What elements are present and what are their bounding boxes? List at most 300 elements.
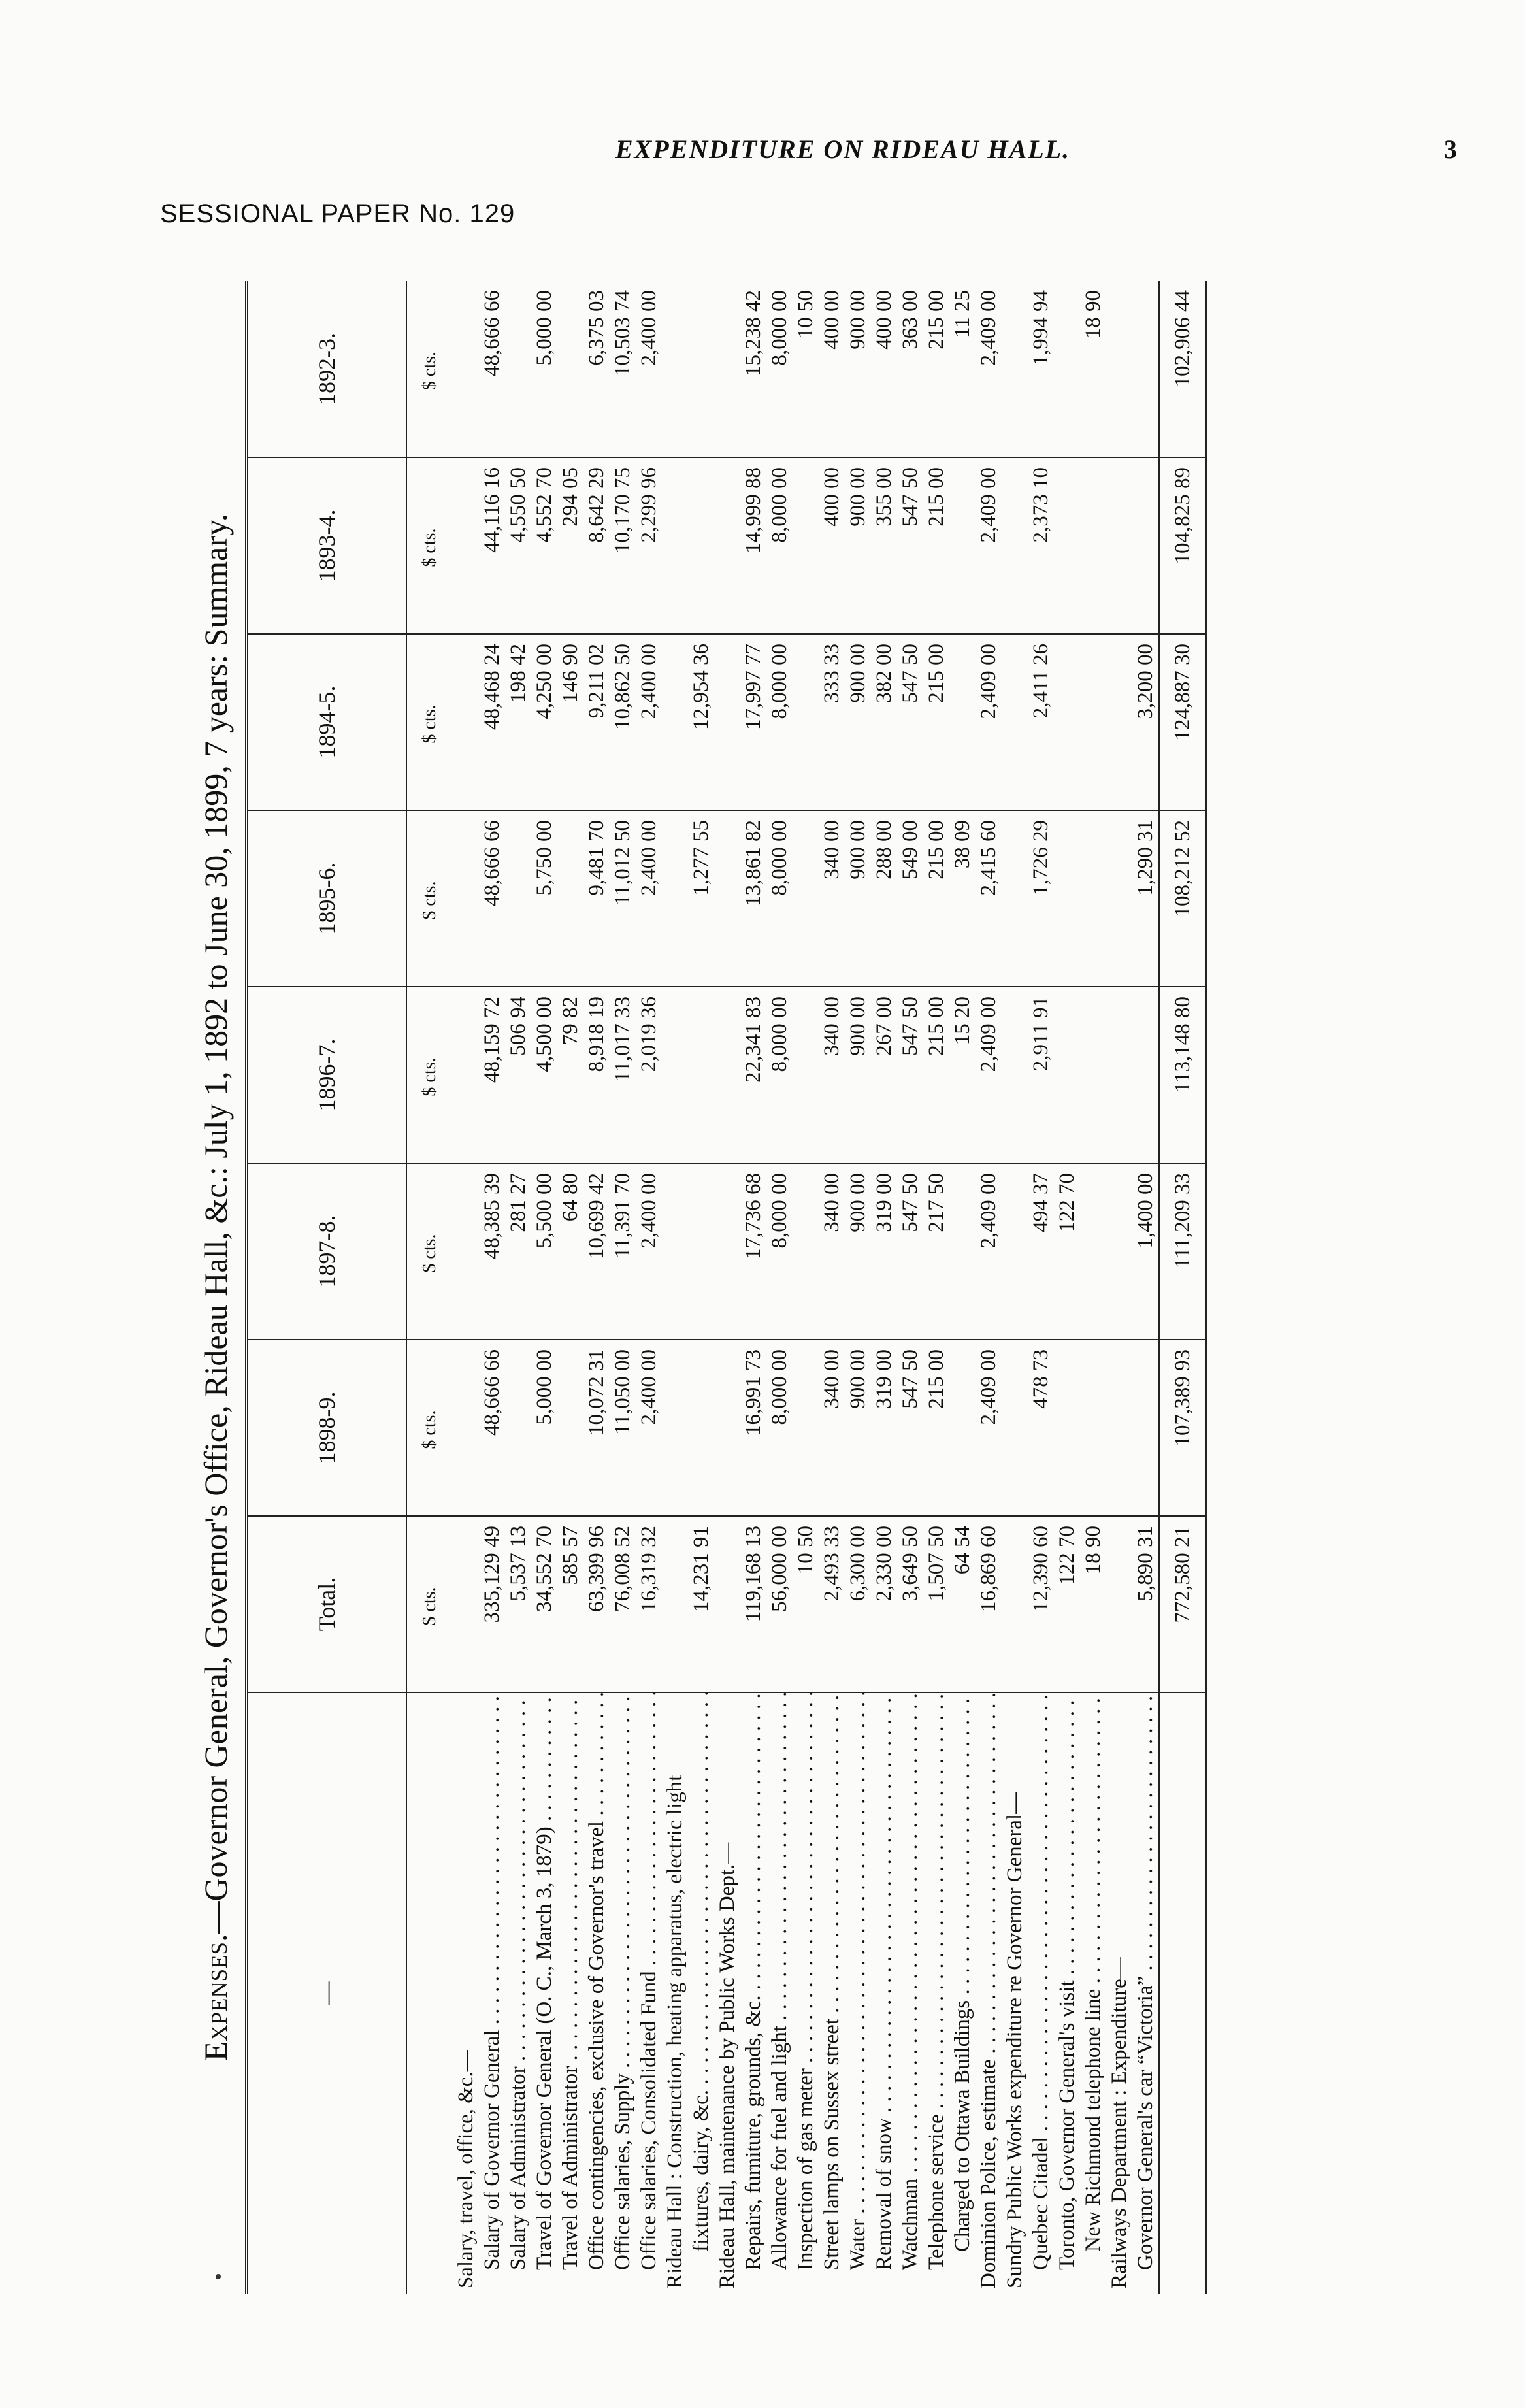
value-cell: 4,550 50: [505, 457, 531, 634]
value-cell: [557, 281, 583, 457]
value-cell: 8,642 29: [583, 457, 610, 634]
value-cell: [1002, 810, 1028, 987]
page-number: 3: [1444, 135, 1457, 164]
value-cell: 281 27: [505, 1163, 531, 1340]
value-cell: [1054, 987, 1080, 1163]
header-1895-6: 1895-6.: [246, 810, 406, 987]
units-cell: $ cts.: [406, 1340, 453, 1516]
value-cell: 900 00: [845, 1340, 871, 1516]
header-row: [246, 281, 406, 2294]
value-cell: 6,300 00: [845, 1516, 871, 1692]
row-label: Governor General's car “Victoria” . . .: [1132, 1692, 1159, 2294]
row-label: Salary of Administrator . . .: [505, 1692, 531, 2294]
value-cell: 1,726 29: [1028, 810, 1054, 987]
value-cell: 1,400 00: [1132, 1163, 1159, 1340]
total-cell: 102,906 44: [1159, 281, 1207, 457]
value-cell: 335,129 49: [479, 1516, 505, 1692]
value-cell: 12,390 60: [1028, 1516, 1054, 1692]
value-cell: 9,211 02: [583, 634, 610, 810]
value-cell: 2,019 36: [636, 987, 662, 1163]
value-cell: 2,299 96: [636, 457, 662, 634]
value-cell: 11,017 33: [610, 987, 636, 1163]
value-cell: 400 00: [819, 457, 845, 634]
value-cell: 506 94: [505, 987, 531, 1163]
value-cell: [793, 634, 819, 810]
row-label: Street lamps on Sussex street . . .: [819, 1692, 845, 2294]
value-cell: 1,994 94: [1028, 281, 1054, 457]
value-cell: 15 20: [949, 987, 976, 1163]
table-row: [1028, 281, 1054, 2294]
value-cell: [1080, 1340, 1106, 1516]
value-cell: [1132, 281, 1159, 457]
table-row: [714, 281, 740, 2294]
value-cell: 2,400 00: [636, 634, 662, 810]
value-cell: [714, 1516, 740, 1692]
value-cell: [662, 1163, 688, 1340]
value-cell: 56,000 00: [766, 1516, 793, 1692]
units-cell: $ cts.: [406, 987, 453, 1163]
value-cell: 8,000 00: [766, 634, 793, 810]
total-cell: 124,887 30: [1159, 634, 1207, 810]
value-cell: [688, 1163, 714, 1340]
value-cell: [1002, 634, 1028, 810]
value-cell: 2,409 00: [976, 634, 1002, 810]
value-cell: [714, 634, 740, 810]
row-label: fixtures, dairy, &c. . . .: [688, 1692, 714, 2294]
total-cell: 104,825 89: [1159, 457, 1207, 634]
value-cell: [1132, 457, 1159, 634]
sessional-paper-label: SESSIONAL PAPER No. 129: [160, 199, 516, 228]
value-cell: [662, 634, 688, 810]
value-cell: [1054, 457, 1080, 634]
row-label: Allowance for fuel and light . . .: [766, 1692, 793, 2294]
value-cell: 294 05: [557, 457, 583, 634]
row-label: Repairs, furniture, grounds, &c. . . .: [740, 1692, 766, 2294]
value-cell: 2,330 00: [871, 1516, 897, 1692]
running-title: EXPENDITURE ON RIDEAU HALL.: [615, 135, 1071, 164]
value-cell: 3,200 00: [1132, 634, 1159, 810]
row-label: Office contingencies, exclusive of Governor's travel . . .: [583, 1692, 610, 2294]
table-row: [871, 281, 897, 2294]
value-cell: 2,409 00: [976, 987, 1002, 1163]
units-cell: $ cts.: [406, 457, 453, 634]
value-cell: [949, 634, 976, 810]
value-cell: 16,991 73: [740, 1340, 766, 1516]
header-1898-9: 1898-9.: [246, 1340, 406, 1516]
table-row: [662, 281, 688, 2294]
table-row: [688, 281, 714, 2294]
value-cell: 900 00: [845, 987, 871, 1163]
value-cell: 215 00: [923, 810, 949, 987]
value-cell: 18 90: [1080, 281, 1106, 457]
value-cell: [662, 987, 688, 1163]
table-row: [793, 281, 819, 2294]
table-title-lead: Expenses.: [197, 1934, 234, 2062]
value-cell: 10 50: [793, 1516, 819, 1692]
value-cell: [1106, 634, 1132, 810]
header-1892-3: 1892-3.: [246, 281, 406, 457]
value-cell: 215 00: [923, 987, 949, 1163]
value-cell: 2,493 33: [819, 1516, 845, 1692]
value-cell: 79 82: [557, 987, 583, 1163]
value-cell: 400 00: [871, 281, 897, 457]
table-row: [1080, 281, 1106, 2294]
value-cell: 547 50: [897, 457, 923, 634]
table-row: [1054, 281, 1080, 2294]
value-cell: [688, 281, 714, 457]
value-cell: [505, 810, 531, 987]
value-cell: 198 42: [505, 634, 531, 810]
row-label: Rideau Hall, maintenance by Public Works Dept.—: [715, 1842, 739, 2288]
value-cell: [1002, 1163, 1028, 1340]
header-1893-4: 1893-4.: [246, 457, 406, 634]
row-label: Water . . .: [845, 1692, 871, 2294]
value-cell: [714, 1340, 740, 1516]
value-cell: 8,000 00: [766, 281, 793, 457]
value-cell: [1132, 1340, 1159, 1516]
value-cell: [1106, 1163, 1132, 1340]
row-label: Removal of snow . . .: [871, 1692, 897, 2294]
value-cell: [1054, 281, 1080, 457]
value-cell: [453, 1516, 479, 1692]
value-cell: [688, 1340, 714, 1516]
value-cell: 340 00: [819, 987, 845, 1163]
value-cell: 48,666 66: [479, 281, 505, 457]
value-cell: 547 50: [897, 1340, 923, 1516]
value-cell: [714, 281, 740, 457]
value-cell: 2,409 00: [976, 457, 1002, 634]
value-cell: 10 50: [793, 281, 819, 457]
value-cell: 900 00: [845, 281, 871, 457]
value-cell: 340 00: [819, 1340, 845, 1516]
value-cell: 900 00: [845, 1163, 871, 1340]
units-row: [406, 281, 453, 2294]
value-cell: [714, 810, 740, 987]
units-cell: $ cts.: [406, 634, 453, 810]
header-1897-8: 1897-8.: [246, 1163, 406, 1340]
value-cell: 11,012 50: [610, 810, 636, 987]
value-cell: 1,290 31: [1132, 810, 1159, 987]
value-cell: 400 00: [819, 281, 845, 457]
value-cell: 8,000 00: [766, 987, 793, 1163]
header-total: Total.: [246, 1516, 406, 1692]
value-cell: 11,050 00: [610, 1340, 636, 1516]
units-cell: $ cts.: [406, 1163, 453, 1340]
total-cell: 113,148 80: [1159, 987, 1207, 1163]
units-blank: [406, 1692, 453, 2294]
value-cell: 5,750 00: [531, 810, 557, 987]
table-title: [186, 281, 245, 2294]
value-cell: 5,537 13: [505, 1516, 531, 1692]
value-cell: 22,341 83: [740, 987, 766, 1163]
value-cell: 34,552 70: [531, 1516, 557, 1692]
value-cell: 549 00: [897, 810, 923, 987]
value-cell: [714, 1163, 740, 1340]
table-row: [610, 281, 636, 2294]
value-cell: [1106, 457, 1132, 634]
value-cell: 63,399 96: [583, 1516, 610, 1692]
table-row: [897, 281, 923, 2294]
value-cell: [662, 1516, 688, 1692]
value-cell: [453, 987, 479, 1163]
value-cell: 16,319 32: [636, 1516, 662, 1692]
value-cell: 1,507 50: [923, 1516, 949, 1692]
value-cell: 217 50: [923, 1163, 949, 1340]
value-cell: 900 00: [845, 457, 871, 634]
value-cell: 48,666 66: [479, 1340, 505, 1516]
value-cell: 17,736 68: [740, 1163, 766, 1340]
value-cell: 215 00: [923, 634, 949, 810]
totals-row: [1159, 281, 1207, 2294]
table-row: [479, 281, 505, 2294]
value-cell: 9,481 70: [583, 810, 610, 987]
value-cell: [1002, 987, 1028, 1163]
value-cell: 38 09: [949, 810, 976, 987]
value-cell: [453, 1163, 479, 1340]
value-cell: 10,503 74: [610, 281, 636, 457]
value-cell: 119,168 13: [740, 1516, 766, 1692]
value-cell: 15,238 42: [740, 281, 766, 457]
row-label: Watchman . . .: [897, 1692, 923, 2294]
value-cell: 547 50: [897, 1163, 923, 1340]
table-body: [406, 281, 1159, 2294]
row-label: Charged to Ottawa Buildings . . .: [949, 1692, 976, 2294]
value-cell: 44,116 16: [479, 457, 505, 634]
value-cell: [688, 987, 714, 1163]
value-cell: 2,409 00: [976, 1340, 1002, 1516]
value-cell: 16,869 60: [976, 1516, 1002, 1692]
value-cell: 355 00: [871, 457, 897, 634]
table-row: [949, 281, 976, 2294]
value-cell: 10,072 31: [583, 1340, 610, 1516]
expenditure-table: [245, 281, 1207, 2294]
value-cell: 64 80: [557, 1163, 583, 1340]
header-1896-7: 1896-7.: [246, 987, 406, 1163]
value-cell: [714, 457, 740, 634]
value-cell: [453, 281, 479, 457]
value-cell: 48,385 39: [479, 1163, 505, 1340]
value-cell: [1002, 1516, 1028, 1692]
value-cell: 585 57: [557, 1516, 583, 1692]
value-cell: 6,375 03: [583, 281, 610, 457]
units-cell: $ cts.: [406, 281, 453, 457]
value-cell: 319 00: [871, 1163, 897, 1340]
table-row: [1002, 281, 1028, 2294]
value-cell: 8,000 00: [766, 457, 793, 634]
value-cell: 4,552 70: [531, 457, 557, 634]
value-cell: 11 25: [949, 281, 976, 457]
value-cell: [1106, 1516, 1132, 1692]
table-row: [819, 281, 845, 2294]
value-cell: 2,400 00: [636, 1340, 662, 1516]
row-label: Office salaries, Consolidated Fund . . .: [636, 1692, 662, 2294]
value-cell: [949, 457, 976, 634]
value-cell: [793, 810, 819, 987]
value-cell: [1106, 810, 1132, 987]
value-cell: 215 00: [923, 281, 949, 457]
row-label: Travel of Governor General (O. C., March 3, 1879) . . .: [531, 1692, 557, 2294]
value-cell: 13,861 82: [740, 810, 766, 987]
table-row: [845, 281, 871, 2294]
row-label: Office salaries, Supply . . .: [610, 1692, 636, 2294]
row-label: Salary, travel, office, &c.—: [454, 2050, 478, 2288]
value-cell: [793, 987, 819, 1163]
value-cell: [1080, 810, 1106, 987]
value-cell: 319 00: [871, 1340, 897, 1516]
value-cell: 333 33: [819, 634, 845, 810]
value-cell: 363 00: [897, 281, 923, 457]
row-label: Telephone service . . .: [923, 1692, 949, 2294]
value-cell: [557, 1340, 583, 1516]
value-cell: 12,954 36: [688, 634, 714, 810]
value-cell: 3,649 50: [897, 1516, 923, 1692]
value-cell: 76,008 52: [610, 1516, 636, 1692]
total-cell: 108,212 52: [1159, 810, 1207, 987]
value-cell: [662, 457, 688, 634]
value-cell: 547 50: [897, 634, 923, 810]
table-row: [1106, 281, 1132, 2294]
row-label: Quebec Citadel . . .: [1028, 1692, 1054, 2294]
table-row: [557, 281, 583, 2294]
table-row: [976, 281, 1002, 2294]
value-cell: 2,411 26: [1028, 634, 1054, 810]
value-cell: 10,170 75: [610, 457, 636, 634]
value-cell: 5,000 00: [531, 1340, 557, 1516]
value-cell: 48,468 24: [479, 634, 505, 810]
value-cell: 382 00: [871, 634, 897, 810]
value-cell: [453, 457, 479, 634]
value-cell: 4,500 00: [531, 987, 557, 1163]
value-cell: 478 73: [1028, 1340, 1054, 1516]
value-cell: [662, 1340, 688, 1516]
value-cell: 1,277 55: [688, 810, 714, 987]
value-cell: 267 00: [871, 987, 897, 1163]
value-cell: [1080, 634, 1106, 810]
value-cell: 18 90: [1080, 1516, 1106, 1692]
row-label: Railways Department : Expenditure—: [1107, 1957, 1131, 2288]
value-cell: 900 00: [845, 810, 871, 987]
header-1894-5: 1894-5.: [246, 634, 406, 810]
totals-label: [1159, 1692, 1207, 2294]
value-cell: 547 50: [897, 987, 923, 1163]
value-cell: 340 00: [819, 810, 845, 987]
value-cell: 14,999 88: [740, 457, 766, 634]
value-cell: 2,400 00: [636, 810, 662, 987]
value-cell: [1054, 1340, 1080, 1516]
value-cell: [793, 457, 819, 634]
value-cell: [1002, 457, 1028, 634]
value-cell: [949, 1163, 976, 1340]
value-cell: 900 00: [845, 634, 871, 810]
total-cell: 107,389 93: [1159, 1340, 1207, 1516]
value-cell: [793, 1340, 819, 1516]
value-cell: [453, 634, 479, 810]
value-cell: 215 00: [923, 457, 949, 634]
value-cell: [1106, 1340, 1132, 1516]
row-label: Dominion Police, estimate . . .: [976, 1692, 1002, 2294]
value-cell: 48,666 66: [479, 810, 505, 987]
value-cell: [662, 810, 688, 987]
value-cell: 122 70: [1054, 1163, 1080, 1340]
value-cell: [505, 1340, 531, 1516]
value-cell: 48,159 72: [479, 987, 505, 1163]
value-cell: 2,373 10: [1028, 457, 1054, 634]
value-cell: [949, 1340, 976, 1516]
value-cell: 2,911 91: [1028, 987, 1054, 1163]
value-cell: 5,500 00: [531, 1163, 557, 1340]
row-label: Toronto, Governor General's visit . . .: [1054, 1692, 1080, 2294]
value-cell: 2,400 00: [636, 1163, 662, 1340]
value-cell: 2,409 00: [976, 1163, 1002, 1340]
value-cell: 288 00: [871, 810, 897, 987]
value-cell: 5,000 00: [531, 281, 557, 457]
value-cell: 10,862 50: [610, 634, 636, 810]
value-cell: 215 00: [923, 1340, 949, 1516]
table-row: [453, 281, 479, 2294]
value-cell: [557, 810, 583, 987]
row-label: Inspection of gas meter . . .: [793, 1692, 819, 2294]
table-row: [1132, 281, 1159, 2294]
value-cell: 8,000 00: [766, 1340, 793, 1516]
value-cell: 8,000 00: [766, 1163, 793, 1340]
value-cell: 8,918 19: [583, 987, 610, 1163]
total-cell: 772,580 21: [1159, 1516, 1207, 1692]
table-row: [740, 281, 766, 2294]
value-cell: [453, 810, 479, 987]
value-cell: [1106, 281, 1132, 457]
value-cell: 494 37: [1028, 1163, 1054, 1340]
value-cell: [1080, 1163, 1106, 1340]
value-cell: 64 54: [949, 1516, 976, 1692]
value-cell: 340 00: [819, 1163, 845, 1340]
value-cell: 2,400 00: [636, 281, 662, 457]
row-label: Sundry Public Works expenditure re Governor General—: [1003, 1792, 1026, 2288]
table-row: [583, 281, 610, 2294]
value-cell: 2,415 60: [976, 810, 1002, 987]
row-label: Travel of Administrator . . .: [557, 1692, 583, 2294]
value-cell: 5,890 31: [1132, 1516, 1159, 1692]
table-row: [636, 281, 662, 2294]
value-cell: [1106, 987, 1132, 1163]
value-cell: [1054, 810, 1080, 987]
table-row: [531, 281, 557, 2294]
row-label: Salary of Governor General . . .: [479, 1692, 505, 2294]
value-cell: [453, 1340, 479, 1516]
table-row: [505, 281, 531, 2294]
value-cell: 14,231 91: [688, 1516, 714, 1692]
row-label: New Richmond telephone line . . .: [1080, 1692, 1106, 2294]
value-cell: 10,699 42: [583, 1163, 610, 1340]
total-cell: 111,209 33: [1159, 1163, 1207, 1340]
value-cell: [505, 281, 531, 457]
value-cell: 146 90: [557, 634, 583, 810]
table-row: [923, 281, 949, 2294]
value-cell: [1054, 634, 1080, 810]
value-cell: [1002, 1340, 1028, 1516]
value-cell: 8,000 00: [766, 810, 793, 987]
value-cell: 17,997 77: [740, 634, 766, 810]
value-cell: 4,250 00: [531, 634, 557, 810]
value-cell: 2,409 00: [976, 281, 1002, 457]
value-cell: [1080, 987, 1106, 1163]
row-label: Rideau Hall : Construction, heating apparatus, electric light: [663, 1775, 687, 2288]
value-cell: [1002, 281, 1028, 457]
units-cell: $ cts.: [406, 810, 453, 987]
value-cell: [793, 1163, 819, 1340]
value-cell: [714, 987, 740, 1163]
value-cell: [662, 281, 688, 457]
units-cell: $ cts.: [406, 1516, 453, 1692]
